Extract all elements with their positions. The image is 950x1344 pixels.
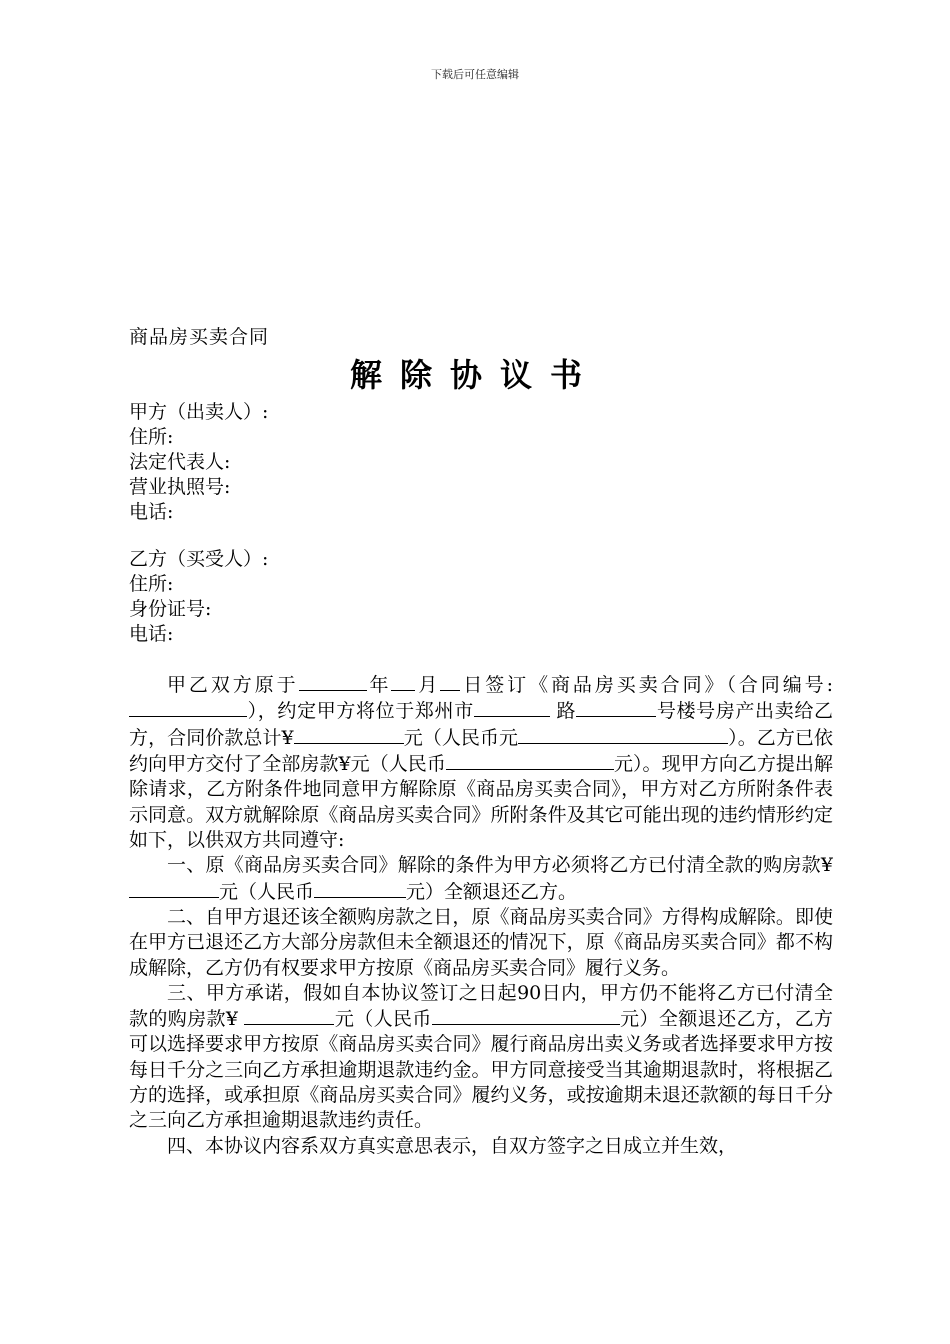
intro-text: 元）。现甲方向乙方提出解除请求，乙方附条件地同意甲方解除原《商品房买卖合同》，甲方对乙方所附条件表示同意。双方就解除原《商品房买卖合同》所附条件及其它可能出现的违约情形约定如下，以供双方共同遵守:: [129, 753, 833, 851]
clause-1: [129, 853, 833, 905]
party-a-name: 甲方（出卖人）:: [129, 401, 269, 423]
clause-3: [129, 981, 833, 1134]
blank-contract-number: [129, 698, 247, 717]
intro-text: 月: [415, 674, 441, 697]
party-b-address: 住所:: [129, 573, 174, 595]
document-title: 解除协议书: [349, 356, 600, 394]
clause-3-text: 元（人民币: [334, 1008, 432, 1031]
party-b-block: [129, 547, 268, 647]
clause-2: 二、自甲方退还该全额购房款之日，原《商品房买卖合同》方得构成解除。即使在甲方已退还乙方大部分房款但未全额退还的情况下，原《商品房买卖合同》都不构成解除，乙方仍有权要求甲方按原《商品房买卖合同》履行义务。: [129, 905, 833, 979]
intro-text: 甲乙双方原于: [167, 674, 299, 697]
clause-1-text: 元）全额退还乙方。: [406, 880, 578, 903]
agreement-body: [129, 672, 833, 1159]
intro-text: 元（人民币元: [403, 726, 519, 749]
party-a-license: 营业执照号:: [129, 476, 231, 498]
intro-text: ）。乙方已依约向甲方交付了全部房款¥元（人民币: [129, 726, 833, 776]
clause-3-text: 元）全额退还乙方，乙方可以选择要求甲方按原《商品房买卖合同》履行商品房出卖义务或者选择要求甲方按每日千分之三向乙方承担逾期退款违约金。甲方同意接受当其逾期退款时，将根据乙方的选择，或承担原《商品房买卖合同》履约义务，或按逾期未退还款额的每日千分之三向乙方承担逾期退款违约责任。: [129, 1008, 833, 1132]
blank-year: [299, 672, 367, 691]
blank-building: [576, 698, 656, 717]
party-b-id-number: 身份证号:: [129, 598, 212, 620]
intro-paragraph: [129, 672, 833, 853]
blank-refund-rmb: [314, 879, 406, 898]
party-b-phone: 电话:: [129, 623, 174, 645]
intro-text: 号楼号房产出卖给乙方，合同价款总计¥: [129, 700, 833, 749]
party-a-block: [129, 400, 268, 525]
blank-price-rmb: [518, 725, 728, 744]
blank-paid-rmb: [446, 751, 614, 770]
party-a-address: 住所:: [129, 426, 174, 448]
header-note: 下载后可任意编辑: [431, 68, 519, 81]
clause-1-text: 元（人民币: [219, 880, 315, 903]
blank-refund-amount-2: [244, 1006, 334, 1025]
clause-4: 四、本协议内容系双方真实意思表示，自双方签字之日成立并生效，: [167, 1134, 738, 1157]
clause-3-text: 三、甲方承诺，假如自本协议签订之日起90日内，甲方仍不能将乙方已付清全款的购房款¥: [129, 981, 833, 1031]
blank-day: [440, 672, 460, 691]
intro-text: 年: [366, 674, 392, 697]
clause-1-text: 一、原《商品房买卖合同》解除的条件为甲方必须将乙方已付清全款的购房款¥: [167, 854, 833, 877]
document-label: 商品房买卖合同: [129, 326, 270, 348]
blank-refund-amount: [129, 879, 219, 898]
intro-text: 日签订《商品房买卖合同》（合同编号:: [460, 674, 833, 697]
party-a-legal-rep: 法定代表人:: [129, 451, 231, 473]
intro-text: ），约定甲方将位于郑州市: [247, 700, 474, 723]
party-a-phone: 电话:: [129, 501, 174, 523]
intro-text: 路: [556, 700, 577, 723]
blank-road: [474, 698, 550, 717]
party-b-name: 乙方（买受人）:: [129, 548, 269, 570]
blank-month: [391, 672, 415, 691]
blank-price: [294, 725, 404, 744]
blank-refund-rmb-2: [432, 1006, 620, 1025]
